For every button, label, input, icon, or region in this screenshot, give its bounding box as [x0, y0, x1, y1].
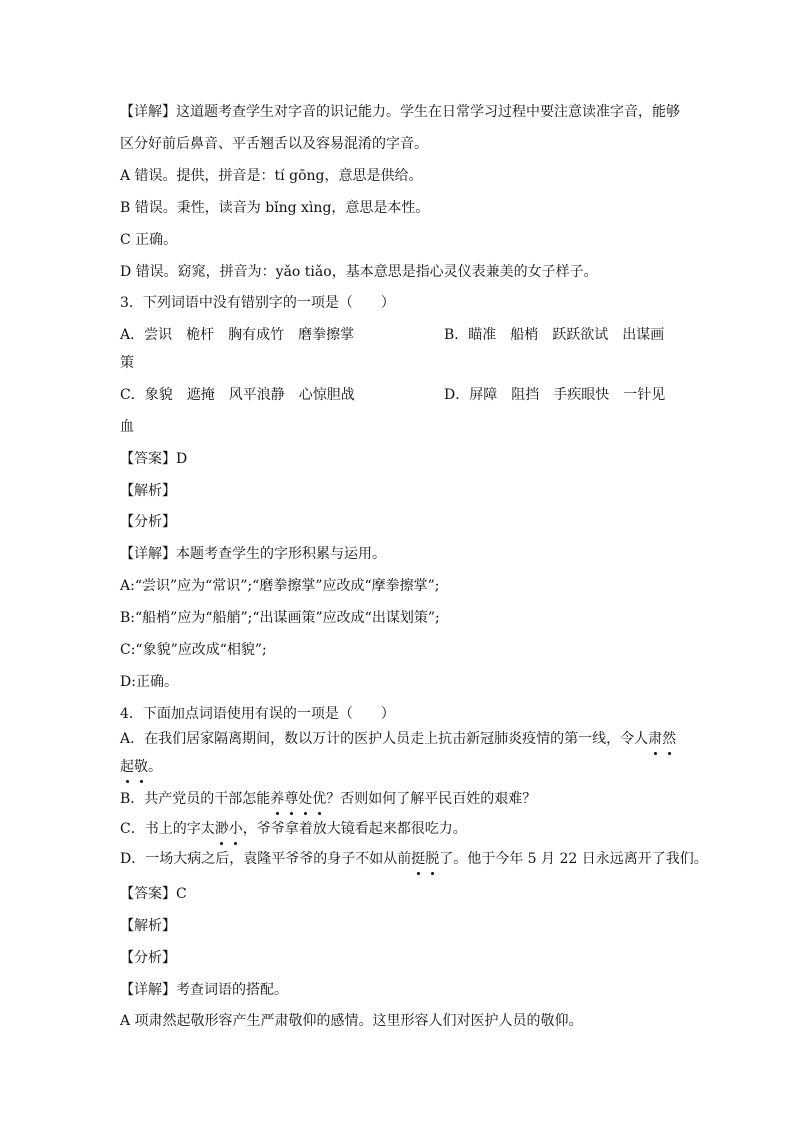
answer-3: 【答案】D — [120, 451, 188, 467]
option-4a-text: A．在我们居家隔离期间，数以万计的医护人员走上抗击新冠肺炎疫情的第一线，令人 — [120, 731, 649, 747]
option-4c-end: ，爷爷拿着放大镜看起来都很吃力。 — [242, 821, 467, 837]
explanation-3: 【详解】本题考查学生的字形积累与运用。 — [120, 546, 386, 562]
option-4a-end: 。 — [148, 759, 162, 775]
dotted-char: 敬 — [134, 759, 148, 775]
answer-4: 【答案】C — [120, 886, 187, 902]
question-4: 4．下面加点词语使用有误的一项是（ ） — [120, 706, 395, 722]
dotted-char: 养 — [270, 791, 285, 807]
question-3: 3．下列词语中没有错别字的一项是（ ） — [120, 295, 395, 311]
explain-3d: D:正确。 — [120, 674, 178, 690]
text-line: C 正确。 — [120, 232, 178, 248]
analysis-4: 【解析】 — [120, 918, 176, 934]
text-line: D 错误。窈窕，拼音为：yǎo tiǎo，基本意思是指心灵仪表兼美的女子样子。 — [120, 264, 598, 280]
option-4c-text: C．书上的字太 — [120, 821, 215, 837]
text-line: B 错误。秉性，读音为 bǐng xìng，意思是本性。 — [120, 200, 430, 216]
dotted-char: 脱 — [425, 851, 440, 867]
breakdown-3: 【分析】 — [120, 514, 176, 530]
option-4b — [120, 789, 536, 809]
option-4a-wrap — [120, 757, 162, 777]
dotted-char: 渺 — [214, 821, 229, 837]
text-line: 区分好前后鼻音、平舌翘舌以及容易混淆的字音。 — [120, 136, 428, 152]
analysis-3: 【解析】 — [120, 483, 176, 499]
option-3d-wrap: 血 — [120, 419, 134, 435]
dotted-char: 起 — [120, 759, 134, 775]
option-4a — [120, 729, 676, 749]
option-3c: C．象貌 遮掩 风平浪静 心惊胆战 — [120, 387, 355, 403]
option-3b-wrap: 策 — [120, 355, 134, 371]
option-3a: A．尝识 桅杆 胸有成竹 磨拳擦掌 — [120, 327, 355, 343]
dotted-char: 小 — [228, 821, 243, 837]
option-4c — [120, 819, 467, 839]
dotted-char: 尊 — [284, 791, 299, 807]
option-3b: B．瞄准 船梢 跃跃欲试 出谋画 — [444, 327, 665, 343]
option-4d-text: D．一场大病之后，袁隆平爷爷的身子不如从前 — [120, 851, 412, 867]
dotted-char: 优 — [312, 791, 327, 807]
option-4b-end: ？否则如何了解平民百姓的艰难？ — [326, 791, 537, 807]
dotted-char: 然 — [662, 731, 677, 747]
option-4d-end: 了。他于今年 5 月 22 日永远离开了我们。 — [439, 851, 708, 867]
option-4d — [120, 849, 708, 869]
explain-3a: A:“尝识”应为“常识”;“磨拳擦掌”应改成“摩拳擦掌”; — [120, 578, 440, 594]
text-line: 【详解】这道题考查学生对字音的识记能力。学生在日常学习过程中要注意读准字音，能够 — [120, 104, 680, 120]
explanation-4: 【详解】考查词语的搭配。 — [120, 982, 288, 998]
option-4b-text: B．共产党员的干部怎能 — [120, 791, 271, 807]
option-3d: D．屏障 阻挡 手疾眼快 一针见 — [444, 387, 666, 403]
explain-4a: A 项肃然起敬形容产生严肃敬仰的感情。这里形容人们对医护人员的敬仰。 — [120, 1013, 583, 1029]
dotted-char: 挺 — [411, 851, 426, 867]
breakdown-4: 【分析】 — [120, 950, 176, 966]
dotted-char: 肃 — [648, 731, 663, 747]
text-line: A 错误。提供，拼音是：tí gōng，意思是供给。 — [120, 168, 423, 184]
explain-3b: B:“船梢”应为“船艄”;“出谋画策”应改成“出谋划策”; — [120, 610, 440, 626]
explain-3c: C:“象貌”应改成“相貌”; — [120, 642, 267, 658]
dotted-char: 处 — [298, 791, 313, 807]
